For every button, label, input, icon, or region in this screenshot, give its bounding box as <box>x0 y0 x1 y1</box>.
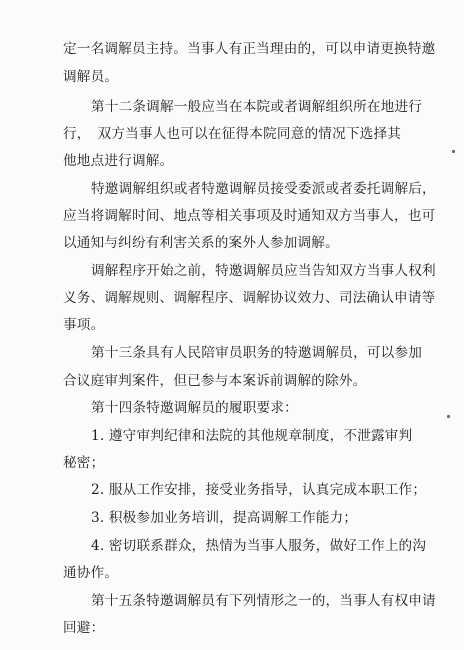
text-line: 第十四条特邀调解员的履职要求： <box>91 400 298 416</box>
text-line: 定一名调解员主持。当事人有正当理由的，可以申请更换特邀 <box>63 41 436 57</box>
text-line: 义务、调解规则、调解程序、调解协议效力、司法确认申请等 <box>63 290 436 306</box>
text-line: 第十五条特邀调解员有下列情形之一的，当事人有权申请 <box>91 593 436 609</box>
text-line: 3. 积极参加业务培训，提高调解工作能力； <box>91 510 358 526</box>
scan-speck <box>447 415 450 418</box>
text-line: 特邀调解组织或者特邀调解员接受委派或者委托调解后， <box>91 181 436 197</box>
text-line: 他地点进行调解。 <box>63 153 174 169</box>
text-line: 回避： <box>63 620 105 636</box>
text-line: 合议庭审判案件，但已参与本案诉前调解的除外。 <box>63 373 367 389</box>
text-line: 行， 双方当事人也可以在征得本院同意的情况下选择其 <box>63 126 402 142</box>
text-line: 事项。 <box>63 317 105 333</box>
text-line: 调解员。 <box>63 69 119 85</box>
text-line: 4. 密切联系群众，热情为当事人服务，做好工作上的沟 <box>91 538 427 554</box>
scan-speck <box>452 150 455 153</box>
text-line: 第十三条具有人民陪审员职务的特邀调解员，可以参加 <box>91 345 423 361</box>
text-line: 第十二条调解一般应当在本院或者调解组织所在地进行 <box>91 99 423 115</box>
text-line: 调解程序开始之前，特邀调解员应当告知双方当事人权利 <box>91 263 436 279</box>
text-line: 通协作。 <box>63 565 119 581</box>
text-line: 秘密； <box>63 455 105 471</box>
text-line: 以通知与纠纷有利害关系的案外人参加调解。 <box>63 235 339 251</box>
text-line: 2. 服从工作安排，接受业务指导，认真完成本职工作； <box>91 482 427 498</box>
text-line: 1. 遵守审判纪律和法院的其他规章制度，不泄露审判 <box>91 428 413 444</box>
text-line: 应当将调解时间、地点等相关事项及时通知双方当事人，也可 <box>63 208 436 224</box>
